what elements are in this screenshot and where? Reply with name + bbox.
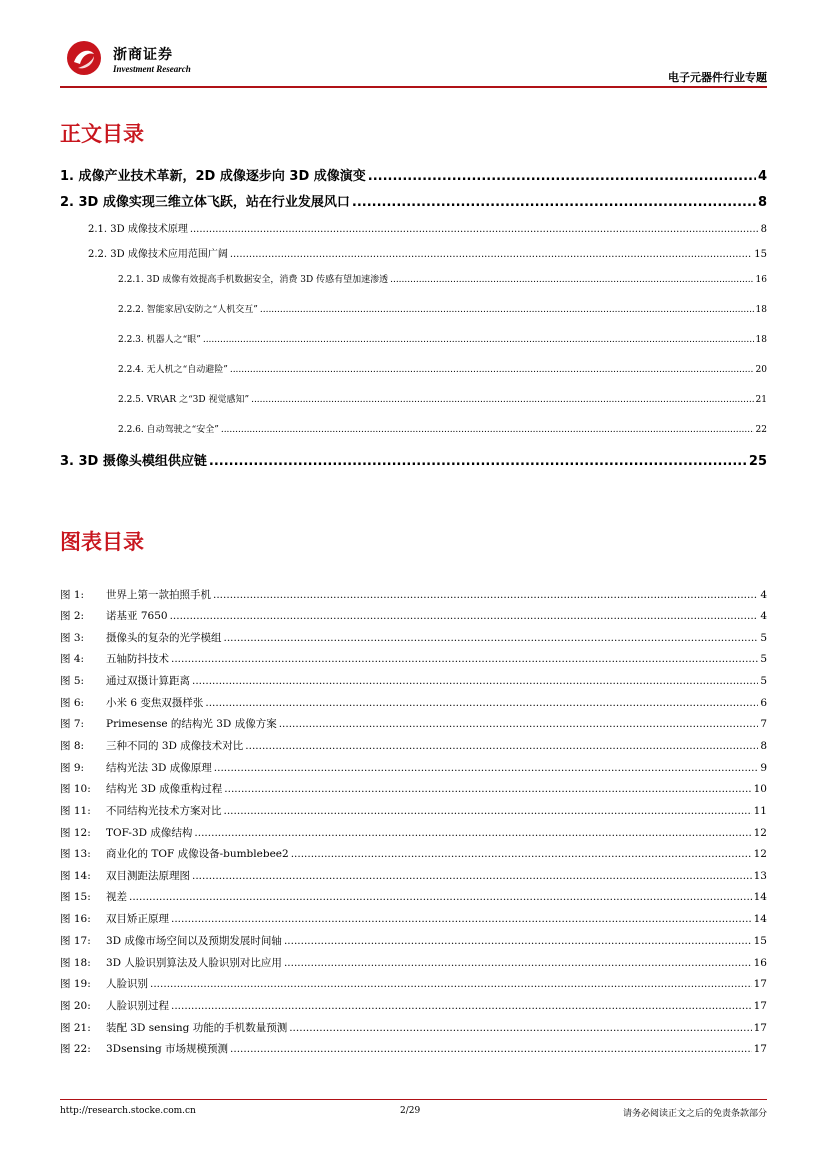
toc-entry[interactable]: 2.2.6. 自动驾驶之“安全” ..... 22 bbox=[118, 422, 767, 435]
figure-entry[interactable]: 图 18: 3D 人脸识别算法及人脸识别对比应用 ..... 16 bbox=[60, 955, 767, 970]
figure-entry[interactable]: 图 5: 通过双摄计算距离 ..... 5 bbox=[60, 673, 767, 688]
brand-name-en: Investment Research bbox=[113, 64, 191, 74]
figure-entry[interactable]: 图 10: 结构光 3D 成像重构过程 ..... 10 bbox=[60, 781, 767, 796]
toc-entry[interactable]: 2.1. 3D 成像技术原理 ..... 8 bbox=[88, 220, 767, 235]
figures-title: 图表目录 bbox=[60, 530, 144, 554]
company-logo-icon bbox=[66, 40, 102, 76]
header-divider bbox=[60, 86, 767, 88]
toc-entry[interactable]: 1. 成像产业技术革新，2D 成像逐步向 3D 成像演变 ..... 4 bbox=[60, 165, 767, 184]
figure-entry[interactable]: 图 1: 世界上第一款拍照手机 ..... 4 bbox=[60, 587, 767, 602]
figure-entry[interactable]: 图 8: 三种不同的 3D 成像技术对比 ..... 8 bbox=[60, 738, 767, 753]
figure-entry[interactable]: 图 13: 商业化的 TOF 成像设备-bumblebee2 ..... 12 bbox=[60, 846, 767, 861]
figure-entry[interactable]: 图 21: 装配 3D sensing 功能的手机数量预测 ..... 17 bbox=[60, 1020, 767, 1035]
figure-entry[interactable]: 图 17: 3D 成像市场空间以及预期发展时间轴 ..... 15 bbox=[60, 933, 767, 948]
footer-divider bbox=[60, 1099, 767, 1100]
figure-entry[interactable]: 图 22: 3Dsensing 市场规模预测 ..... 17 bbox=[60, 1041, 767, 1056]
footer-disclaimer: 请务必阅读正文之后的免责条款部分 bbox=[622, 1109, 767, 1119]
figure-entry[interactable]: 图 20: 人脸识别过程 ..... 17 bbox=[60, 998, 767, 1013]
toc-entry[interactable]: 2.2.1. 3D 成像有效提高手机数据安全，消费 3D 传感有望加速渗透 ..... 16 bbox=[118, 272, 767, 285]
toc-entry[interactable]: 2.2.5. VR\AR 之“3D 视觉感知” ..... 21 bbox=[118, 392, 767, 405]
figure-entry[interactable]: 图 9: 结构光法 3D 成像原理 ..... 9 bbox=[60, 760, 767, 775]
page-number: 2/29 bbox=[400, 1106, 421, 1116]
toc-entry[interactable]: 2.2.3. 机器人之“眼” ..... 18 bbox=[118, 332, 767, 345]
toc-entry[interactable]: 2.2. 3D 成像技术应用范围广阔 ..... 15 bbox=[88, 245, 767, 260]
figure-entry[interactable]: 图 19: 人脸识别 ..... 17 bbox=[60, 976, 767, 991]
footer-url[interactable]: http://research.stocke.com.cn bbox=[60, 1106, 196, 1116]
figure-entry[interactable]: 图 2: 诺基亚 7650 ..... 4 bbox=[60, 608, 767, 623]
brand-name-cn: 浙商证券 bbox=[113, 47, 173, 63]
report-type: 电子元器件行业专题 bbox=[668, 71, 767, 84]
figure-entry[interactable]: 图 14: 双目测距法原理图 ..... 13 bbox=[60, 868, 767, 883]
figure-entry[interactable]: 图 7: Primesense 的结构光 3D 成像方案 ..... 7 bbox=[60, 716, 767, 731]
toc-entry[interactable]: 2.2.2. 智能家居\安防之“人机交互” ..... 18 bbox=[118, 302, 767, 315]
toc-entry[interactable]: 2.2.4. 无人机之“自动避险” ..... 20 bbox=[118, 362, 767, 375]
figure-entry[interactable]: 图 4: 五轴防抖技术 ..... 5 bbox=[60, 651, 767, 666]
figure-entry[interactable]: 图 16: 双目矫正原理 ..... 14 bbox=[60, 911, 767, 926]
figure-entry[interactable]: 图 6: 小米 6 变焦双摄样张 ..... 6 bbox=[60, 695, 767, 710]
toc-title: 正文目录 bbox=[60, 122, 144, 146]
toc-entry[interactable]: 2. 3D 成像实现三维立体飞跃，站在行业发展风口 ..... 8 bbox=[60, 191, 767, 210]
figure-entry[interactable]: 图 12: TOF-3D 成像结构 ..... 12 bbox=[60, 825, 767, 840]
figure-entry[interactable]: 图 3: 摄像头的复杂的光学模组 ..... 5 bbox=[60, 630, 767, 645]
figure-entry[interactable]: 图 15: 视差 ..... 14 bbox=[60, 889, 767, 904]
toc-entry[interactable]: 3. 3D 摄像头模组供应链 ..... 25 bbox=[60, 450, 767, 469]
figure-entry[interactable]: 图 11: 不同结构光技术方案对比 ..... 11 bbox=[60, 803, 767, 818]
